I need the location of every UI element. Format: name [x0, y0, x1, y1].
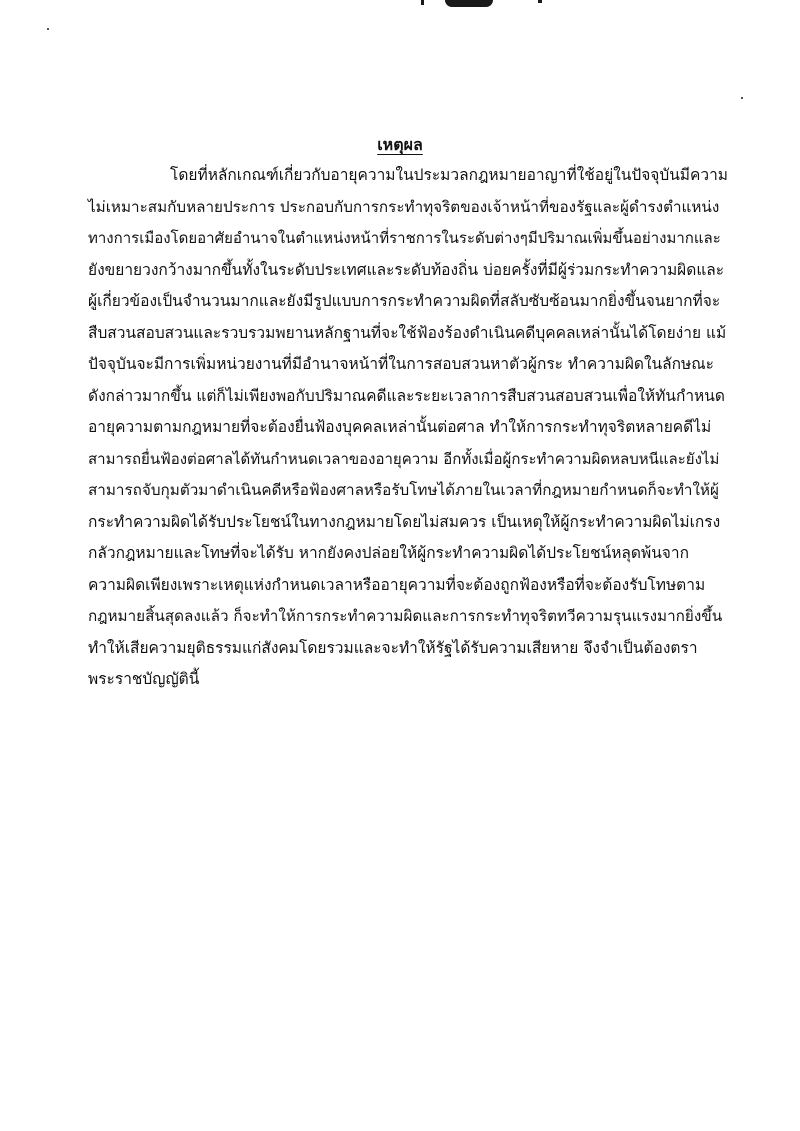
body-line: พระราชบัญญัตินี้ [88, 670, 200, 688]
body-line: กลัวกฎหมายและโทษที่จะได้รับ หากยังคงปล่อยให้ผู้กระทำความผิดได้ประโยชน์หลุดพ้นจาก [88, 544, 689, 562]
body-line: ทำให้เสียความยุติธรรมแก่สังคมโดยรวมและจะทำให้รัฐได้รับความเสียหาย จึงจำเป็นต้องตรา [88, 638, 698, 657]
heading-text: เหตุผล [377, 135, 423, 154]
body-line: กฎหมายสิ้นสุดลงแล้ว ก็จะทำให้การกระทำความผิดและการกระทำทุจริตทวีความรุนแรงมากยิ่งขึ้น [88, 607, 723, 625]
body-line: กระทำความผิดได้รับประโยชน์ในทางกฎหมายโดยไม่สมควร เป็นเหตุให้ผู้กระทำความผิดไม่เกรง [88, 512, 721, 531]
scan-speck [47, 28, 49, 30]
body-line: สืบสวนสอบสวนและรวบรวมพยานหลักฐานที่จะใช้ฟ้องร้องดำเนินคดีบุคคลเหล่านั้นได้โดยง่าย แม้ [88, 323, 727, 342]
document-heading [0, 133, 800, 158]
body-line: ความผิดเพียงเพราะเหตุแห่งกำหนดเวลาหรืออายุความที่จะต้องถูกฟ้องหรือที่จะต้องรับโทษตาม [88, 575, 706, 594]
body-line: โดยที่หลักเกณฑ์เกี่ยวกับอายุความในประมวลกฎหมายอาญาที่ใช้อยู่ในปัจจุบันมีความ [170, 166, 729, 184]
scan-speck [741, 97, 743, 99]
body-line: ยังขยายวงกว้างมากขึ้นทั้งในระดับประเทศและระดับท้องถิ่น บ่อยครั้งที่มีผู้ร่วมกระทำความผิดและ [88, 260, 725, 279]
body-line: ไม่เหมาะสมกับหลายประการ ประกอบกับการกระทำทุจริตของเจ้าหน้าที่ของรัฐและผู้ดำรงตำแหน่ง [88, 197, 720, 216]
body-line: อายุความตามกฎหมายที่จะต้องยื่นฟ้องบุคคลเหล่านั้นต่อศาล ทำให้การกระทำทุจริตหลายคดีไม่ [88, 418, 712, 436]
body-line: ปัจจุบันจะมีการเพิ่มหน่วยงานที่มีอำนาจหน้าที่ในการสอบสวนหาตัวผู้กระ ทำความผิดในลักษณะ [88, 355, 714, 373]
scan-artifact-tick [538, 0, 542, 3]
body-line: สามารถยื่นฟ้องต่อศาลได้ทันกำหนดเวลาของอายุความ อีกทั้งเมื่อผู้กระทำความผิดหลบหนีและยังไม่ [88, 449, 720, 468]
body-line: สามารถจับกุมตัวมาดำเนินคดีหรือฟ้องศาลหรือรับโทษได้ภายในเวลาที่กฎหมายกำหนดก็จะทำให้ผู้ [88, 481, 719, 499]
document-body [88, 160, 728, 696]
body-line: ทางการเมืองโดยอาศัยอำนาจในตำแหน่งหน้าที่ราชการในระดับต่างๆมีปริมาณเพิ่มขึ้นอย่างมากและ [88, 229, 721, 247]
scan-artifact-top [445, 0, 493, 7]
body-line: ดังกล่าวมากขึ้น แต่ก็ไม่เพียงพอกับปริมาณคดีและระยะเวลาการสืบสวนสอบสวนเพื่อให้ทันกำหนด [88, 386, 725, 405]
body-line: ผู้เกี่ยวข้องเป็นจำนวนมากและยังมีรูปแบบการกระทำความผิดที่สลับซับซ้อนมากยิ่งขึ้นจนยากที่จะ [88, 292, 721, 310]
scan-artifact-tick [421, 0, 424, 5]
